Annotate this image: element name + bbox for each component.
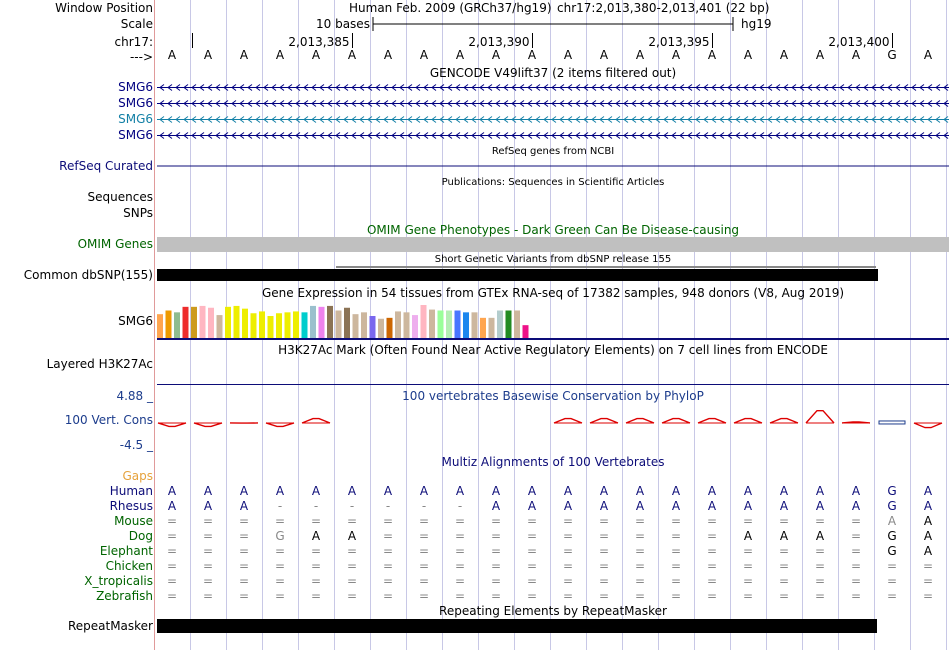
multiz-base: A <box>563 484 573 498</box>
multiz-base: = <box>454 574 466 588</box>
multiz-base: = <box>598 574 610 588</box>
multiz-base: = <box>238 559 250 573</box>
multiz-base: A <box>311 484 321 498</box>
sequence-base: G <box>887 48 897 62</box>
sequence-base: A <box>167 48 177 62</box>
publications-label-snps[interactable]: SNPs <box>123 206 153 220</box>
sequence-base: A <box>671 48 681 62</box>
multiz-base: = <box>850 559 862 573</box>
multiz-base: = <box>202 529 214 543</box>
multiz-base: = <box>706 529 718 543</box>
multiz-base: A <box>815 499 825 513</box>
multiz-base: = <box>562 514 574 528</box>
sequence-base: A <box>635 48 645 62</box>
gencode-track-title: GENCODE V49lift37 (2 items filtered out) <box>429 66 677 80</box>
multiz-base: A <box>671 499 681 513</box>
multiz-base: = <box>526 574 538 588</box>
gencode-item-label[interactable]: SMG6 <box>118 112 153 126</box>
multiz-base: = <box>418 529 430 543</box>
multiz-base: = <box>634 529 646 543</box>
multiz-base: = <box>238 514 250 528</box>
multiz-base: = <box>670 529 682 543</box>
multiz-base: = <box>202 589 214 603</box>
multiz-species-label[interactable]: Rhesus <box>109 499 153 513</box>
multiz-base: - <box>457 499 463 513</box>
multiz-base: - <box>313 499 319 513</box>
sequence-base: A <box>239 48 249 62</box>
repeatmasker-track-title: Repeating Elements by RepeatMasker <box>439 604 667 618</box>
multiz-base: = <box>814 559 826 573</box>
phylop-score-mark <box>698 419 726 423</box>
phylop-score-mark <box>194 423 222 427</box>
multiz-base: = <box>634 589 646 603</box>
multiz-base: = <box>382 544 394 558</box>
multiz-base: A <box>635 499 645 513</box>
multiz-base: A <box>851 499 861 513</box>
scale-label: Scale <box>120 17 153 31</box>
multiz-base: A <box>923 529 933 543</box>
multiz-base: = <box>310 589 322 603</box>
db-text: hg19 <box>741 17 772 31</box>
sequence-base: A <box>275 48 285 62</box>
multiz-base: = <box>742 544 754 558</box>
multiz-base: = <box>562 529 574 543</box>
multiz-base: G <box>887 484 897 498</box>
multiz-base: = <box>562 589 574 603</box>
multiz-base: = <box>526 589 538 603</box>
multiz-base: = <box>598 514 610 528</box>
multiz-base: A <box>167 499 177 513</box>
multiz-base: G <box>887 499 897 513</box>
multiz-base: A <box>491 484 501 498</box>
multiz-base: = <box>922 589 934 603</box>
multiz-base: A <box>635 484 645 498</box>
multiz-base: = <box>526 559 538 573</box>
multiz-base: = <box>850 544 862 558</box>
multiz-base: = <box>526 544 538 558</box>
multiz-base: = <box>814 589 826 603</box>
multiz-base: = <box>598 544 610 558</box>
gencode-item-label[interactable]: SMG6 <box>118 80 153 94</box>
multiz-base: = <box>166 589 178 603</box>
multiz-species-label[interactable]: Chicken <box>105 559 153 573</box>
multiz-base: = <box>778 544 790 558</box>
multiz-base: A <box>671 484 681 498</box>
multiz-base: = <box>454 514 466 528</box>
gencode-item-label[interactable]: SMG6 <box>118 128 153 142</box>
multiz-base: = <box>202 544 214 558</box>
multiz-base: = <box>490 529 502 543</box>
multiz-base: = <box>634 574 646 588</box>
phylop-score-mark <box>914 423 942 428</box>
multiz-base: = <box>670 589 682 603</box>
sequence-base: A <box>851 48 861 62</box>
multiz-base: A <box>779 529 789 543</box>
multiz-base: = <box>166 544 178 558</box>
h3k27ac-track-title: H3K27Ac Mark (Often Found Near Active Regulatory Elements) on 7 cell lines from ENCODE <box>278 343 828 357</box>
phylop-min-label: -4.5 _ <box>119 438 153 452</box>
multiz-base: = <box>202 574 214 588</box>
sequence-base: A <box>815 48 825 62</box>
multiz-base: = <box>526 529 538 543</box>
sequence-base: A <box>527 48 537 62</box>
multiz-base: = <box>382 559 394 573</box>
multiz-base: A <box>563 499 573 513</box>
sequence-base: A <box>491 48 501 62</box>
multiz-base: A <box>707 484 717 498</box>
multiz-base: A <box>743 484 753 498</box>
gencode-item-label[interactable]: SMG6 <box>118 96 153 110</box>
multiz-species-label[interactable]: Mouse <box>114 514 153 528</box>
multiz-track-title: Multiz Alignments of 100 Vertebrates <box>441 455 665 469</box>
multiz-base: = <box>310 514 322 528</box>
phylop-score-mark <box>590 419 618 423</box>
scale-bar-text: 10 bases <box>316 17 370 31</box>
sequence-base: A <box>455 48 465 62</box>
multiz-base: = <box>742 559 754 573</box>
multiz-base: A <box>347 529 357 543</box>
multiz-base: = <box>418 559 430 573</box>
multiz-base: = <box>886 589 898 603</box>
multiz-base: = <box>274 544 286 558</box>
coord-tick-label: 2,013,385 <box>288 35 350 49</box>
multiz-base: A <box>491 499 501 513</box>
multiz-base: A <box>851 484 861 498</box>
multiz-base: = <box>274 589 286 603</box>
multiz-base: = <box>274 559 286 573</box>
multiz-base: = <box>490 574 502 588</box>
multiz-base: = <box>454 559 466 573</box>
sequence-base: A <box>383 48 393 62</box>
multiz-base: A <box>239 484 249 498</box>
sequence-base: A <box>743 48 753 62</box>
multiz-base: = <box>850 589 862 603</box>
multiz-base: G <box>275 529 285 543</box>
multiz-base: = <box>238 544 250 558</box>
publications-track-title: Publications: Sequences in Scientific Articles <box>441 177 665 188</box>
multiz-base: A <box>347 484 357 498</box>
multiz-base: = <box>382 589 394 603</box>
multiz-base: = <box>706 544 718 558</box>
multiz-base: - <box>277 499 283 513</box>
phylop-score-mark <box>302 419 330 423</box>
multiz-base: = <box>886 559 898 573</box>
multiz-base: A <box>167 484 177 498</box>
sequence-base: A <box>311 48 321 62</box>
multiz-base: = <box>346 574 358 588</box>
multiz-base: = <box>166 574 178 588</box>
multiz-base: = <box>562 574 574 588</box>
multiz-base: = <box>814 514 826 528</box>
multiz-base: = <box>778 514 790 528</box>
multiz-species-label[interactable]: Dog <box>128 529 153 543</box>
omim-label[interactable]: OMIM Genes <box>77 237 153 251</box>
multiz-base: = <box>634 514 646 528</box>
multiz-base: = <box>490 559 502 573</box>
multiz-base: = <box>346 544 358 558</box>
multiz-base: = <box>778 589 790 603</box>
multiz-base: = <box>850 574 862 588</box>
phylop-score-mark <box>554 419 582 423</box>
phylop-score-mark <box>770 419 798 423</box>
refseq-label[interactable]: RefSeq Curated <box>59 159 153 173</box>
sequence-base: A <box>707 48 717 62</box>
multiz-base: = <box>562 544 574 558</box>
phylop-score-mark <box>626 419 654 423</box>
coord-tick-label: 2,013,390 <box>468 35 530 49</box>
multiz-base: A <box>815 484 825 498</box>
phylop-score-mark <box>806 411 834 423</box>
multiz-base: = <box>418 544 430 558</box>
multiz-base: A <box>203 484 213 498</box>
coord-tick-label: 2,013,400 <box>828 35 890 49</box>
multiz-base: A <box>275 484 285 498</box>
multiz-base: = <box>166 514 178 528</box>
multiz-base: A <box>383 484 393 498</box>
multiz-base: A <box>527 499 537 513</box>
multiz-base: = <box>310 574 322 588</box>
multiz-base: = <box>346 559 358 573</box>
multiz-base: = <box>166 529 178 543</box>
multiz-base: A <box>527 484 537 498</box>
window-position-label: Window Position <box>55 1 153 15</box>
repeatmasker-label[interactable]: RepeatMasker <box>67 619 153 633</box>
multiz-base: = <box>454 529 466 543</box>
multiz-base: = <box>490 589 502 603</box>
multiz-base: = <box>238 574 250 588</box>
multiz-base: A <box>779 499 789 513</box>
sequence-base: A <box>419 48 429 62</box>
multiz-base: A <box>743 529 753 543</box>
multiz-base: = <box>886 574 898 588</box>
multiz-base: G <box>887 544 897 558</box>
multiz-base: = <box>238 589 250 603</box>
multiz-base: A <box>599 499 609 513</box>
multiz-species-label[interactable]: Human <box>109 484 153 498</box>
chrom-label: chr17: <box>114 35 153 49</box>
multiz-base: = <box>706 559 718 573</box>
coord-tick-label: 2,013,395 <box>648 35 710 49</box>
multiz-base: = <box>706 574 718 588</box>
sequence-base: A <box>563 48 573 62</box>
multiz-base: A <box>707 499 717 513</box>
multiz-base: = <box>742 514 754 528</box>
multiz-base: = <box>202 514 214 528</box>
multiz-base: = <box>490 514 502 528</box>
phylop-score-mark <box>158 423 186 427</box>
multiz-base: = <box>418 589 430 603</box>
multiz-base: = <box>382 529 394 543</box>
multiz-base: = <box>598 589 610 603</box>
omim-track-title: OMIM Gene Phenotypes - Dark Green Can Be Disease-causing <box>366 223 740 237</box>
multiz-base: = <box>346 589 358 603</box>
multiz-base: = <box>742 574 754 588</box>
multiz-base: - <box>349 499 355 513</box>
multiz-base: A <box>923 484 933 498</box>
multiz-base: = <box>598 529 610 543</box>
multiz-base: A <box>311 529 321 543</box>
multiz-base: = <box>634 544 646 558</box>
multiz-base: = <box>454 544 466 558</box>
h3k27ac-label[interactable]: Layered H3K27Ac <box>46 357 153 371</box>
multiz-base: = <box>418 574 430 588</box>
multiz-base: A <box>887 514 897 528</box>
sequence-base: A <box>923 48 933 62</box>
phylop-score-mark <box>879 421 905 424</box>
multiz-base: = <box>346 514 358 528</box>
multiz-base: = <box>670 544 682 558</box>
multiz-species-label[interactable]: X_tropicalis <box>84 574 153 588</box>
phylop-track-title: 100 vertebrates Basewise Conservation by PhyloP <box>402 389 704 403</box>
multiz-base: = <box>202 559 214 573</box>
phylop-label[interactable]: 100 Vert. Cons <box>64 413 153 427</box>
multiz-base: = <box>670 574 682 588</box>
multiz-base: = <box>274 574 286 588</box>
multiz-base: = <box>382 574 394 588</box>
multiz-base: = <box>238 529 250 543</box>
strand-label: ---> <box>129 50 153 64</box>
multiz-base: = <box>166 559 178 573</box>
multiz-base: = <box>850 529 862 543</box>
multiz-base: = <box>382 514 394 528</box>
multiz-base: = <box>778 574 790 588</box>
dbsnp-track-title: Short Genetic Variants from dbSNP release 155 <box>434 254 672 265</box>
multiz-base: = <box>814 574 826 588</box>
multiz-base: = <box>922 559 934 573</box>
multiz-base: = <box>706 514 718 528</box>
multiz-base: A <box>239 499 249 513</box>
multiz-base: - <box>421 499 427 513</box>
multiz-base: - <box>385 499 391 513</box>
multiz-species-label[interactable]: Elephant <box>99 544 153 558</box>
gtex-label[interactable]: SMG6 <box>118 314 153 328</box>
multiz-base: A <box>779 484 789 498</box>
publications-label-sequences[interactable]: Sequences <box>87 190 153 204</box>
multiz-species-label[interactable]: Zebrafish <box>96 589 153 603</box>
multiz-base: = <box>562 559 574 573</box>
multiz-base: A <box>203 499 213 513</box>
multiz-base: = <box>310 544 322 558</box>
multiz-base: = <box>310 559 322 573</box>
multiz-base: G <box>887 529 897 543</box>
dbsnp-label[interactable]: Common dbSNP(155) <box>23 268 153 282</box>
phylop-max-label: 4.88 _ <box>116 389 153 403</box>
multiz-base: = <box>454 589 466 603</box>
multiz-base: A <box>923 514 933 528</box>
sequence-base: A <box>779 48 789 62</box>
sequence-base: A <box>347 48 357 62</box>
multiz-base: A <box>419 484 429 498</box>
multiz-base: = <box>526 514 538 528</box>
multiz-base: = <box>778 559 790 573</box>
sequence-base: A <box>203 48 213 62</box>
multiz-base: A <box>923 499 933 513</box>
phylop-score-mark <box>662 419 690 423</box>
multiz-gaps-label[interactable]: Gaps <box>122 469 153 483</box>
multiz-base: A <box>815 529 825 543</box>
multiz-base: = <box>814 544 826 558</box>
multiz-base: = <box>274 514 286 528</box>
sequence-base: A <box>599 48 609 62</box>
multiz-base: = <box>418 514 430 528</box>
assembly-title: Human Feb. 2009 (GRCh37/hg19) <box>349 1 552 15</box>
multiz-base: = <box>634 559 646 573</box>
phylop-score-mark <box>734 419 762 423</box>
multiz-base: A <box>599 484 609 498</box>
multiz-base: = <box>490 544 502 558</box>
multiz-base: = <box>922 574 934 588</box>
multiz-base: = <box>670 514 682 528</box>
refseq-track-title: RefSeq genes from NCBI <box>491 146 615 157</box>
multiz-base: A <box>743 499 753 513</box>
multiz-base: = <box>742 589 754 603</box>
multiz-base: = <box>850 514 862 528</box>
repeatmasker-feature[interactable] <box>157 619 877 633</box>
gtex-track-title: Gene Expression in 54 tissues from GTEx RNA-seq of 17382 samples, 948 donors (V8, Aug 2019) <box>261 286 845 300</box>
multiz-base: A <box>923 544 933 558</box>
multiz-base: = <box>598 559 610 573</box>
multiz-base: = <box>670 559 682 573</box>
position-text: chr17:2,013,380-2,013,401 (22 bp) <box>557 1 770 15</box>
multiz-base: A <box>455 484 465 498</box>
phylop-score-mark <box>266 423 294 427</box>
multiz-base: = <box>706 589 718 603</box>
